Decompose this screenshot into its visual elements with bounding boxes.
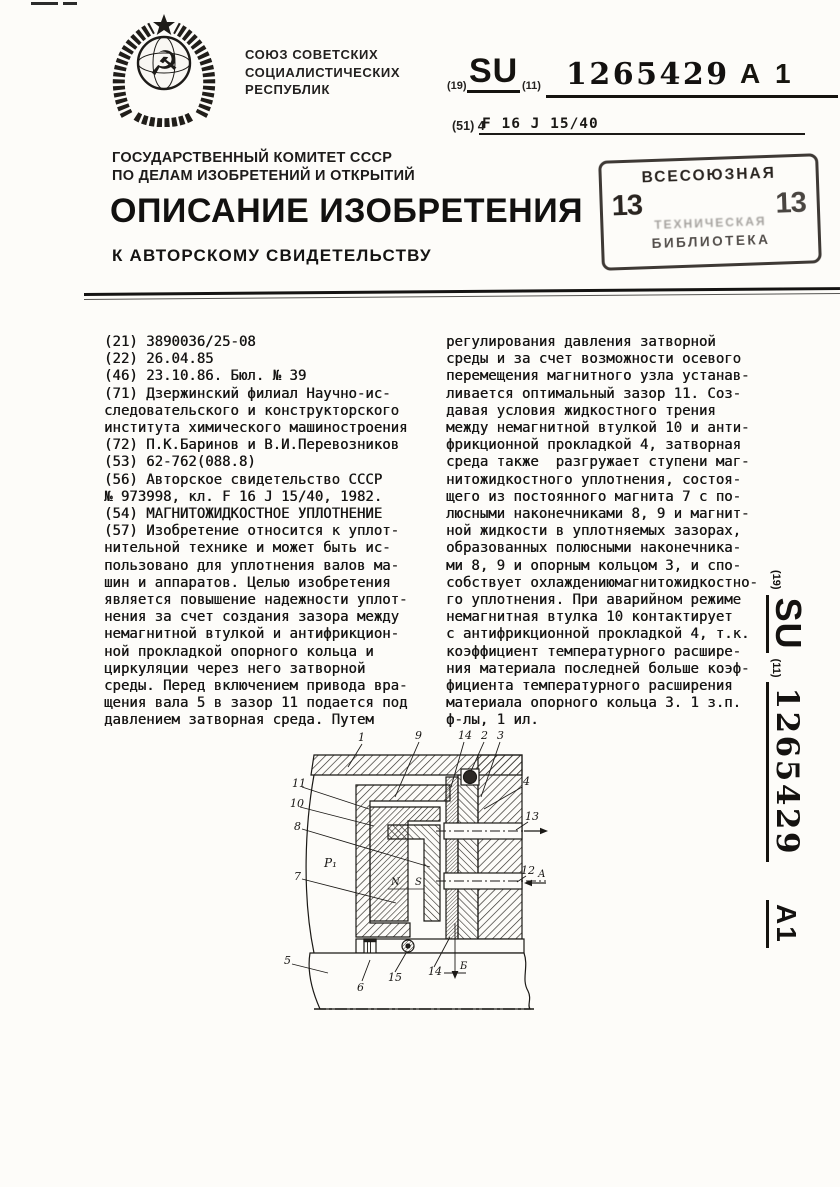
svg-text:9: 9 (415, 729, 422, 742)
ribbon-icon (136, 116, 192, 123)
svg-text:7: 7 (294, 870, 301, 883)
committee-name: ГОСУДАРСТВЕННЫЙ КОМИТЕТ СССР ПО ДЕЛАМ ИЗОБРЕТЕНИЙ И ОТКРЫТИЙ (112, 150, 416, 184)
document-title: ОПИСАНИЕ ИЗОБРЕТЕНИЯ (110, 192, 584, 230)
svg-text:13: 13 (525, 810, 539, 823)
union-name: СОЮЗ СОВЕТСКИХ СОЦИАЛИСТИЧЕСКИХ РЕСПУБЛИК (245, 47, 401, 97)
svg-text:11: 11 (292, 777, 306, 790)
sidebar-code-19-label: (19) (770, 570, 782, 590)
hammer-sickle-icon: ☭ (148, 44, 180, 84)
library-stamp (598, 153, 822, 271)
stamp-line-3: БИБЛИОТЕКА (651, 231, 771, 252)
abstract-right-column: регулирования давления затворной среды и за счет возможности осевого перемещения магнитного узла устанав- ливается оптимальный зазор 11. Соз- давая условия жидкостного трения между немагнитной втулкой 10 и анти- фрикционной прокладкой 4, затворная среда также разгружает ступени маг- нитожидкостного уплотнения, состоя- щего из постоянного магнита 7 с по- люсными наконечниками 8, 9 и магнит- ной жидкости в уплотняемых зазорах, образованных полюсными наконечника- ми 8, 9 и опорным кольцом 3, и спо- собствует охлаждениюмагнитожидкостно- го уплотнения. При аварийном режиме немагнитная втулка 10 контактирует с антифрикционной прокладкой 4, т.к. коэффициент температурного расшире- ния материала последней больше коэф- фициента температурного расширения материала опорного кольца 3. 1 з.п. ф-лы, 1 ил. (446, 334, 758, 729)
svg-text:А: А (538, 869, 546, 880)
sidebar-country-code: SU (766, 595, 806, 653)
star-icon (153, 14, 175, 35)
svg-text:15: 15 (388, 971, 402, 984)
ipc-label: (51) 4 (452, 119, 485, 133)
svg-text:4: 4 (523, 775, 530, 788)
abstract-left-column: (21) 3890036/25-08 (22) 26.04.85 (46) 23.10.86. Бюл. № 39 (71) Дзержинский филиал Научно-ис- следовательского и конструкторского института химического машиностроения (72) П.К.Баринов и В.И.Перевозников (53) 62-762(088.8) (56) Авторское свидетельство СССР № 973998, кл. F 16 J 15/40, 1982. (54) МАГНИТОЖИДКОСТНОЕ УПЛОТНЕНИЕ (57) Изобретение относится к уплот- нительной технике и может быть ис- пользовано для уплотнения валов ма- шин и аппаратов. Целью изобретения является повышение надежности уплот- нения за счет создания зазора между немагнитной втулкой и антифрикцион- ной прокладкой опорного кольца и циркуляции через него затворной среды. Перед включением привода вра- щения вала 5 в зазор 11 подается под давлением затворная среда. Путем (104, 334, 408, 729)
sidebar-publication-number: 1265429 (766, 682, 803, 863)
kind-code: A 1 (740, 58, 795, 89)
svg-text:14: 14 (428, 965, 442, 978)
svg-text:5: 5 (284, 954, 291, 967)
stamp-line-2: ТЕХНИЧЕСКАЯ (653, 214, 767, 232)
svg-text:10: 10 (290, 797, 304, 810)
ussr-coat-of-arms-icon (110, 13, 218, 127)
code-19-label: (19) (447, 80, 467, 92)
svg-text:12: 12 (521, 864, 535, 877)
sidebar-code-11-label: (11) (770, 658, 782, 678)
code-11-label: (11) (522, 80, 541, 92)
publication-number: 1265429 (566, 57, 730, 92)
vertical-publication-code (766, 570, 812, 962)
patent-drawing (278, 725, 573, 1015)
stamp-line-1: ВСЕСОЮЗНАЯ (641, 164, 777, 187)
svg-text:3: 3 (497, 729, 504, 742)
svg-text:1: 1 (358, 731, 365, 744)
svg-text:6: 6 (357, 981, 364, 994)
ipc-underline (479, 133, 805, 135)
country-code: SU (467, 54, 520, 93)
scan-artifact-marks (31, 2, 77, 20)
svg-text:P₁: P₁ (324, 856, 337, 870)
document-subtitle: К АВТОРСКОМУ СВИДЕТЕЛЬСТВУ (112, 246, 432, 265)
sidebar-kind-code: A1 (766, 900, 801, 948)
svg-text:2: 2 (481, 729, 488, 742)
svg-text:14: 14 (458, 729, 472, 742)
svg-text:8: 8 (294, 820, 301, 833)
ipc-code: F 16 J 15/40 (482, 116, 599, 132)
publication-number-underline (546, 95, 838, 98)
stamp-number-right: 13 (774, 186, 807, 220)
drawing-geometry (292, 742, 548, 1009)
svg-text:N: N (391, 877, 400, 888)
svg-text:S: S (415, 877, 422, 888)
stamp-number-left: 13 (611, 189, 643, 223)
svg-text:Б: Б (460, 961, 468, 972)
